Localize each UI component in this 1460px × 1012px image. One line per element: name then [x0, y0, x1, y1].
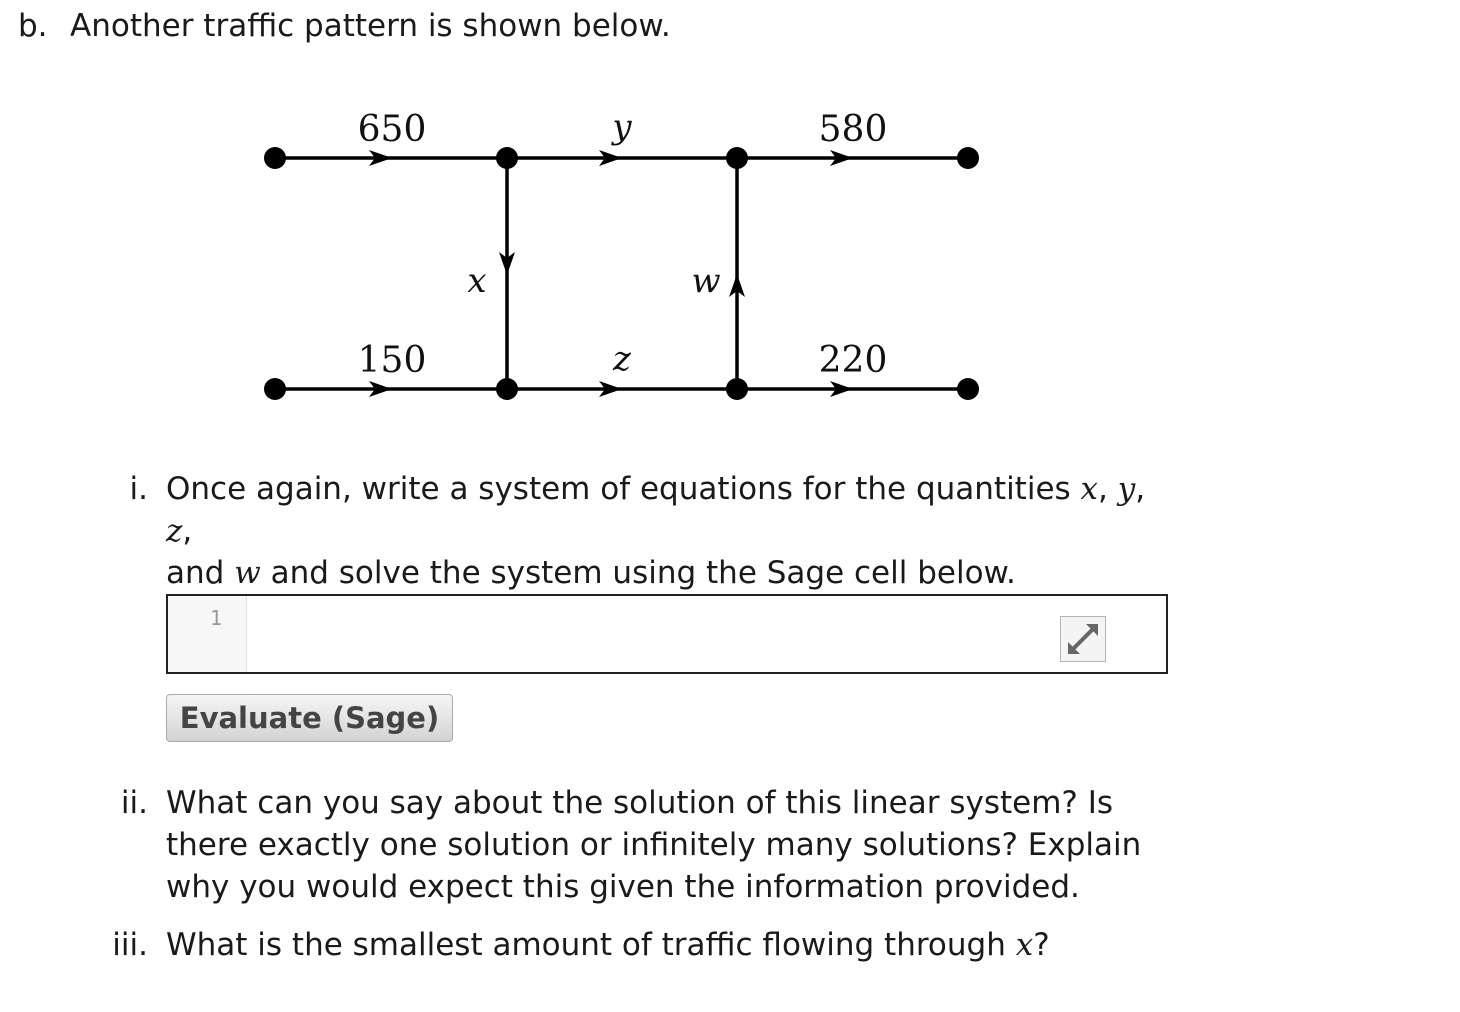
node-dot	[726, 147, 748, 169]
evaluate-button[interactable]: Evaluate (Sage)	[166, 694, 453, 742]
node-dot	[726, 378, 748, 400]
left-vertical-var-label: x	[467, 261, 487, 301]
var-y: y	[1117, 471, 1136, 507]
bottom-right-flow-label: 220	[818, 340, 888, 381]
node-dot	[957, 378, 979, 400]
part-i-marker: i.	[129, 471, 148, 507]
node-dot	[496, 378, 518, 400]
traffic-network-svg	[0, 80, 1000, 420]
node-dot	[264, 147, 286, 169]
part-i-text	[166, 468, 1176, 594]
line-number: 1	[209, 606, 222, 630]
separator: ,	[1135, 471, 1146, 507]
part-iii-text-main: What is the smallest amount of traffic flowing through	[166, 927, 1016, 963]
question-mark: ?	[1033, 927, 1050, 963]
section-marker: b.	[18, 8, 48, 44]
sage-cell	[166, 594, 1168, 674]
bottom-left-flow-label: 150	[357, 340, 427, 381]
part-ii-text: What can you say about the solution of this linear system? Is there exactly one solution or infinitely many solutions? Explain why you would expect this given the information provided.	[166, 785, 1142, 905]
part-iii-marker: iii.	[112, 927, 148, 963]
section-heading	[18, 6, 671, 46]
node-dot	[264, 378, 286, 400]
var-x: x	[1015, 927, 1034, 963]
part-i-text-1: Once again, write a system of equations for the quantities	[166, 471, 1081, 507]
part-ii-marker: ii.	[120, 785, 148, 821]
separator: ,	[1098, 471, 1118, 507]
expand-button[interactable]	[1060, 616, 1106, 662]
section-title: Another traffic pattern is shown below.	[70, 8, 671, 44]
node-dot	[496, 147, 518, 169]
expand-arrows-icon	[1061, 617, 1105, 661]
top-left-flow-label: 650	[357, 109, 427, 150]
top-right-flow-label: 580	[818, 109, 888, 150]
traffic-diagram	[0, 80, 1000, 420]
right-vertical-var-label: w	[691, 261, 721, 301]
var-z: z	[166, 513, 183, 549]
part-iii-text	[166, 924, 1176, 966]
part-i-text-3: and solve the system using the Sage cell below.	[260, 555, 1016, 591]
var-w: w	[234, 555, 261, 591]
top-middle-var-label: y	[612, 107, 632, 147]
separator: ,	[182, 513, 193, 549]
code-editor[interactable]	[248, 596, 1166, 672]
bottom-middle-var-label: z	[613, 339, 631, 379]
var-x: x	[1080, 471, 1099, 507]
part-i-text-2: and	[166, 555, 235, 591]
node-dot	[957, 147, 979, 169]
line-gutter	[168, 596, 247, 672]
